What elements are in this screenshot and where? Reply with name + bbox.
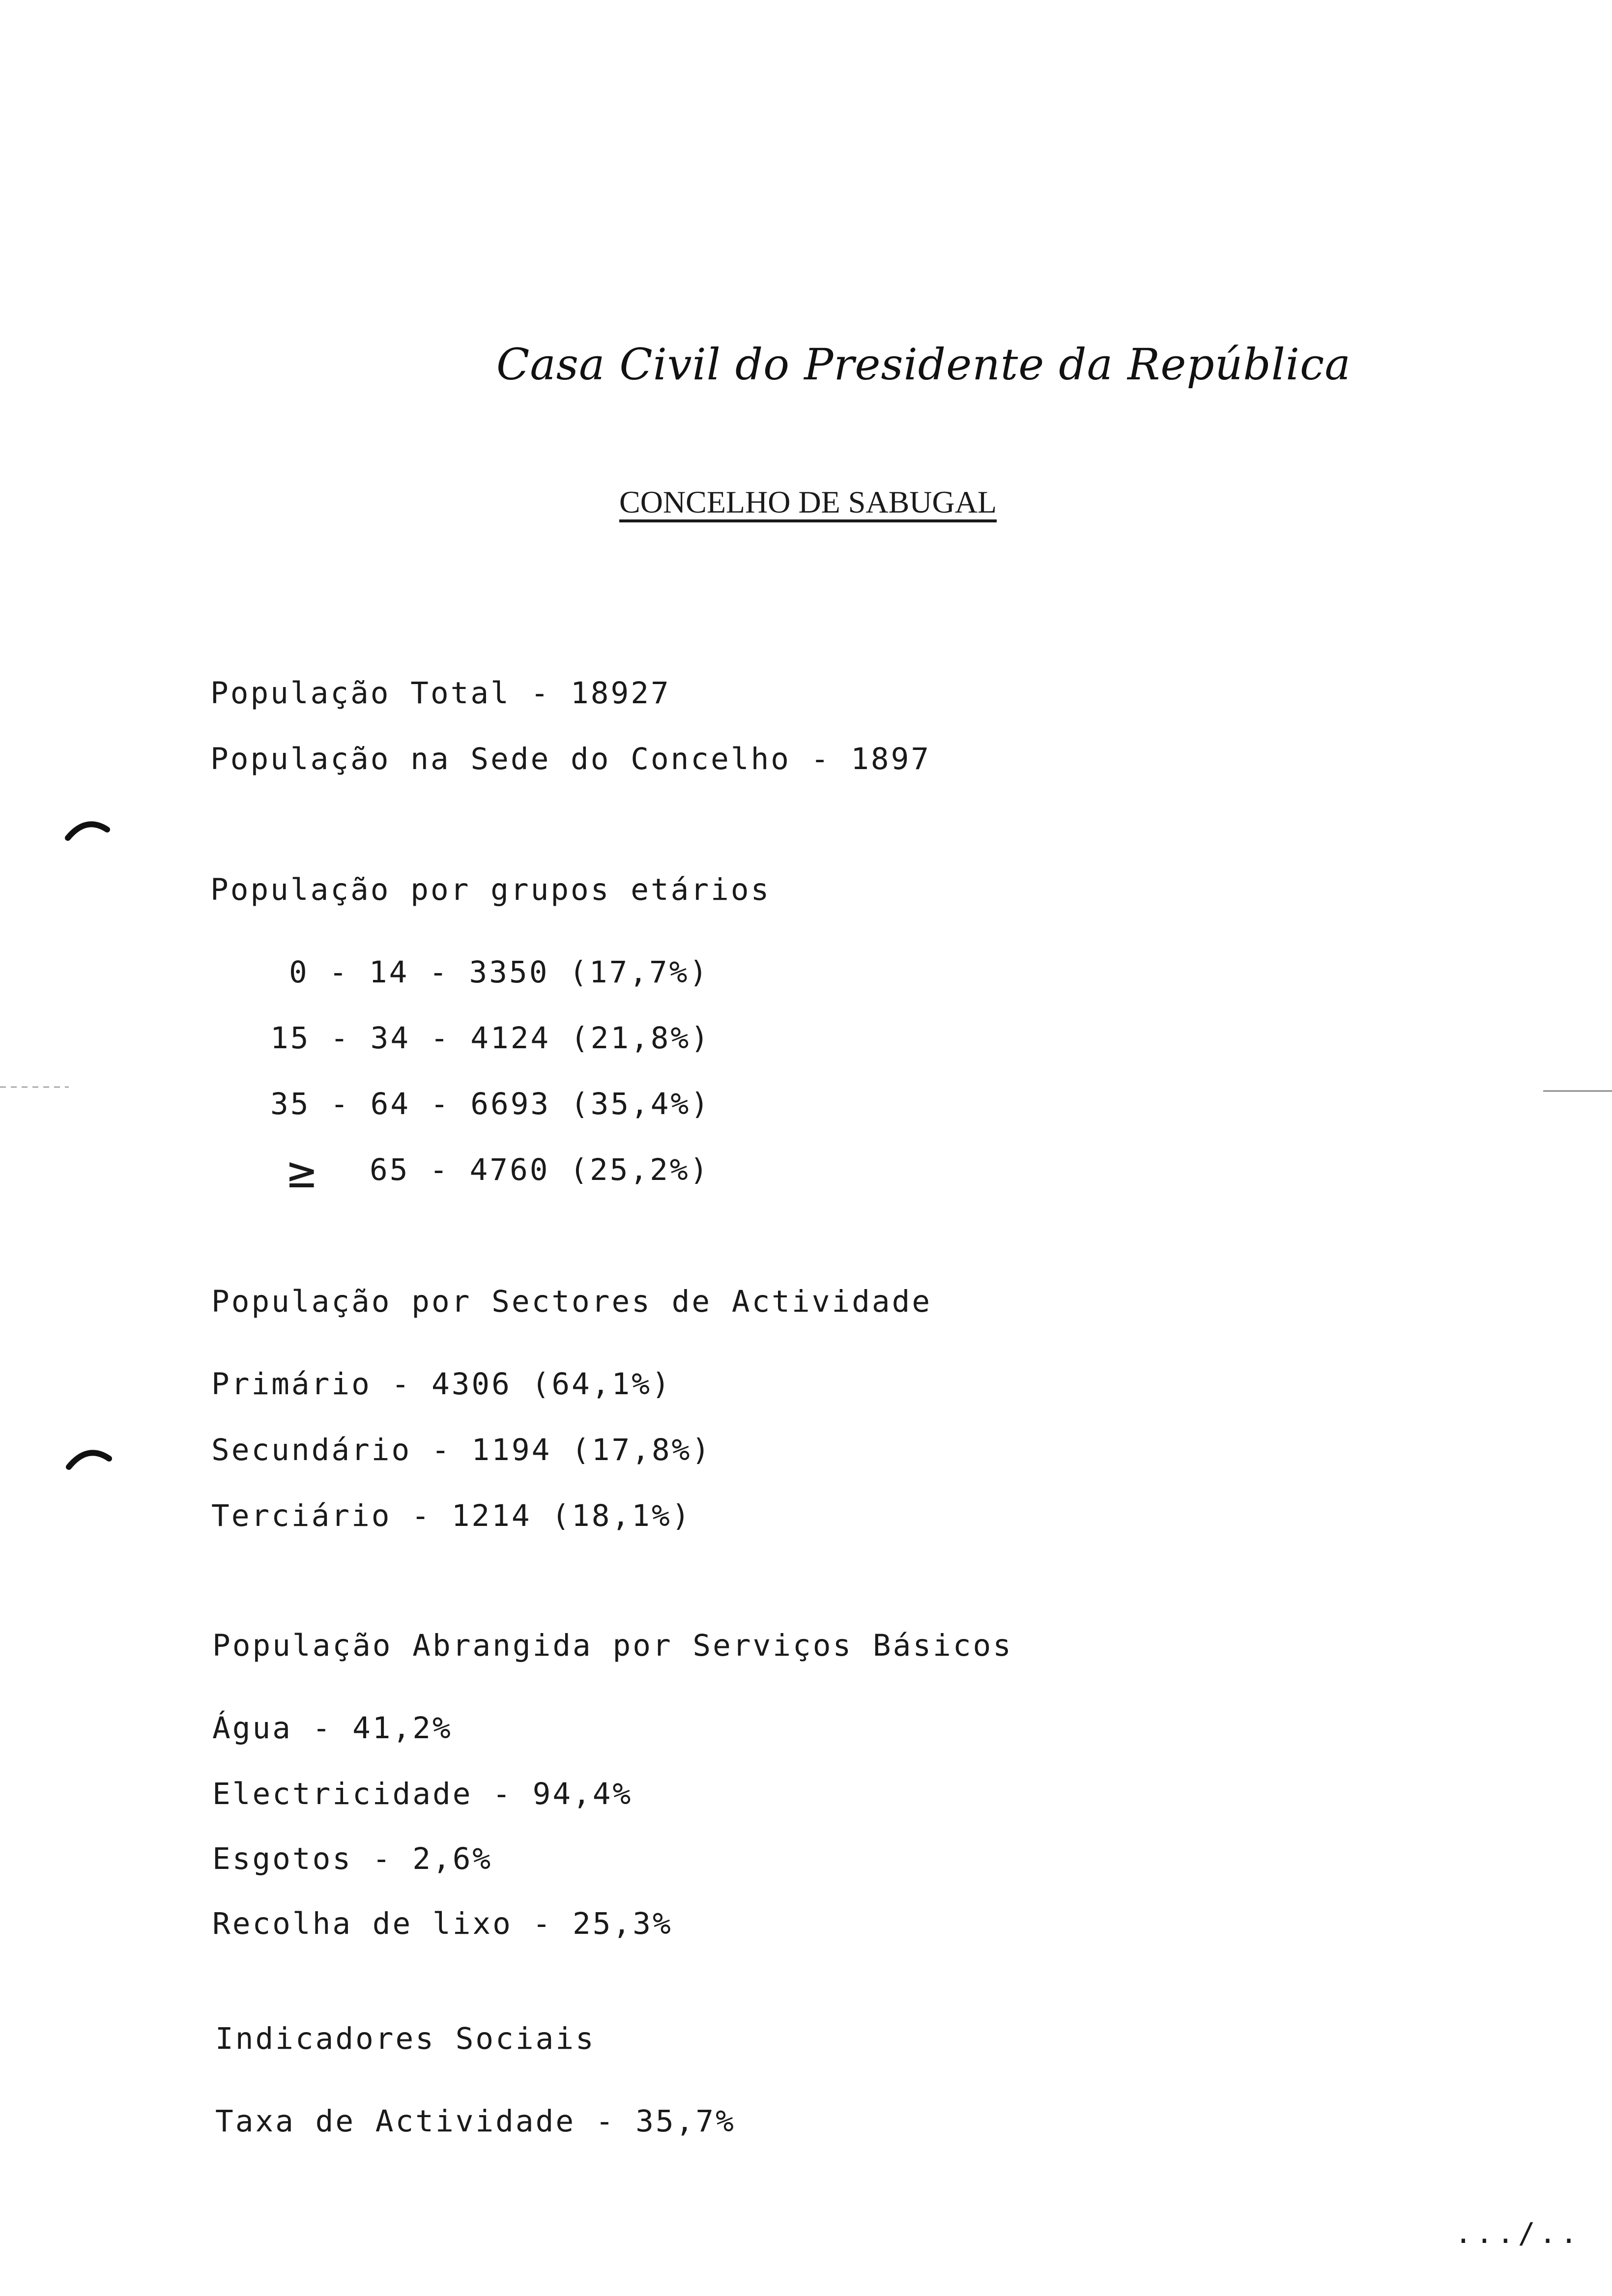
service-row: Recolha de lixo - 25,3% (212, 1906, 673, 1941)
age-groups-heading: População por grupos etários (210, 872, 771, 907)
social-row: Taxa de Actividade - 35,7% (215, 2104, 736, 2139)
age-group-row: 15 - 34 - 4124 (21,8%) (270, 1021, 711, 1056)
punch-hole-mark (69, 1453, 109, 1467)
population-total: População Total - 18927 (210, 676, 671, 711)
continuation-mark: .../.. (1455, 2216, 1582, 2250)
service-row: Água - 41,2% (212, 1711, 453, 1746)
service-row: Esgotos - 2,6% (212, 1841, 493, 1876)
services-heading: População Abrangida por Serviços Básicos (212, 1628, 1013, 1663)
age-group-row: 35 - 64 - 6693 (35,4%) (270, 1087, 711, 1121)
letterhead: Casa Civil do Presidente da República (496, 339, 1351, 390)
age-group-row: 0 - 14 - 3350 (17,7%) (289, 955, 710, 990)
sector-row: Primário - 4306 (64,1%) (211, 1367, 672, 1402)
service-row: Electricidade - 94,4% (212, 1777, 633, 1811)
document-title: CONCELHO DE SABUGAL (619, 485, 997, 519)
greater-equal-icon: ≥ (288, 1144, 316, 1199)
population-seat: População na Sede do Concelho - 1897 (210, 742, 931, 776)
sector-row: Terciário - 1214 (18,1%) (211, 1498, 692, 1533)
age-group-row: 65 - 4760 (25,2%) (370, 1152, 710, 1187)
social-heading: Indicadores Sociais (215, 2021, 596, 2056)
sector-row: Secundário - 1194 (17,8%) (211, 1433, 712, 1467)
punch-hole-mark (68, 824, 107, 838)
sectors-heading: População por Sectores de Actividade (211, 1284, 932, 1319)
